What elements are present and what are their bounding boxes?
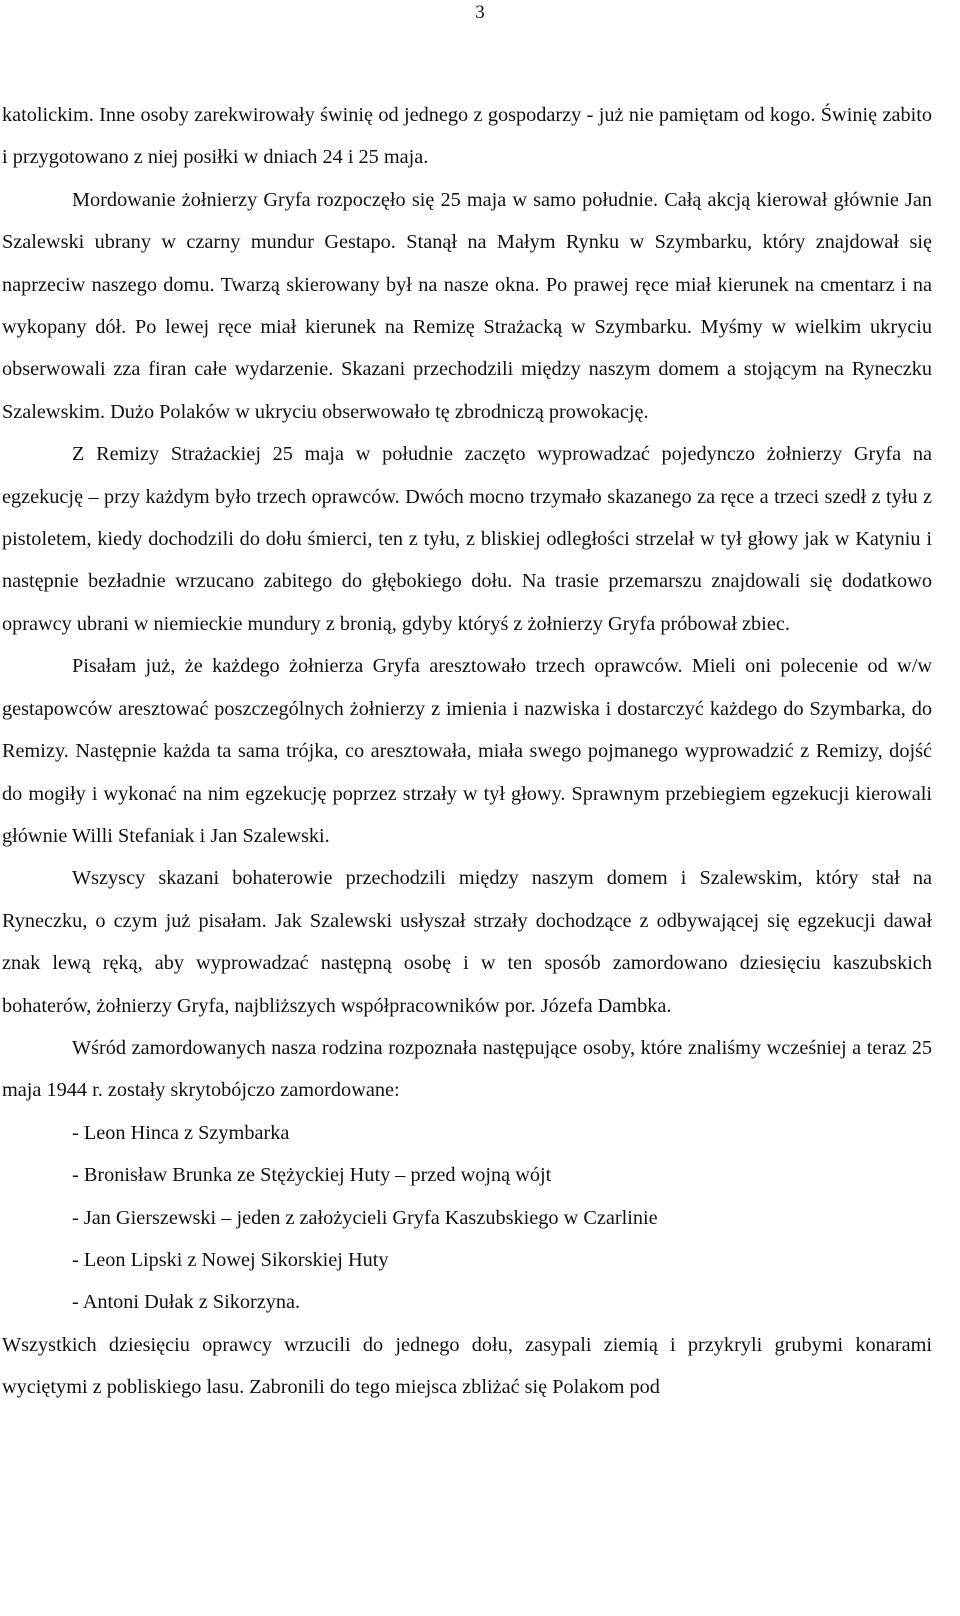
victims-list [2,1112,932,1324]
paragraph-arrests: Pisałam już, że każdego żołnierza Gryfa aresztowało trzech oprawców. Mieli oni polecenie od w/w gestapowców aresztować poszczególnych żołnierzy z imienia i nazwiska i dostarczyć każdego do Szymbarka, do Remizy. Następnie każda ta sama trójka, co aresztowała, miała swego pojmanego wyprowadzić z Remizy, dojść do mogiły i wykonać na nim egzekucję poprzez strzały w tył głowy. Sprawnym przebiegiem egzekucji kierowali głównie Willi Stefaniak i Jan Szalewski. [2,655,932,847]
list-item: - Bronisław Brunka ze Stężyckiej Huty – przed wojną wójt [72,1164,552,1187]
paragraph-continued: katolickim. Inne osoby zarekwirowały świnię od jednego z gospodarzy - już nie pamiętam od kogo. Świnię zabito i przygotowano z niej posiłki w dniach 24 i 25 maja. [2,104,932,169]
list-item: - Antoni Dułak z Sikorzyna. [72,1291,301,1314]
page-number: 3 [475,2,485,23]
list-item: - Leon Lipski z Nowej Sikorskiej Huty [72,1248,389,1271]
paragraph-execution-start: Mordowanie żołnierzy Gryfa rozpoczęło się 25 maja w samo południe. Całą akcją kierował głównie Jan Szalewski ubrany w czarny mundur Gestapo. Stanął na Małym Rynku w Szymbarku, który znajdował się naprzeciw naszego domu. Twarzą skierowany był na nasze okna. Po prawej ręce miał kierunek na cmentarz i na wykopany dół. Po lewej ręce miał kierunek na Remizę Strażacką w Szymbarku. Myśmy w wielkim ukryciu obserwowali zza firan całe wydarzenie. Skazani przechodzili między naszym domem a stojącym na Ryneczku Szalewskim. Dużo Polaków w ukryciu obserwowało tę zbrodniczą prowokację. [2,188,932,423]
list-item: - Jan Gierszewski – jeden z założycieli Gryfa Kaszubskiego w Czarlinie [72,1206,658,1229]
paragraph-execution-method: Z Remizy Strażackiej 25 maja w południe zaczęto wyprowadzać pojedynczo żołnierzy Gryfa na egzekucję – przy każdym było trzech oprawców. Dwóch mocno trzymało skazanego za ręce a trzeci szedł z tyłu z pistoletem, kiedy dochodzili do dołu śmierci, ten z tyłu, z bliskiej odległości strzelał w tył głowy jak w Katyniu i następnie bezładnie wrzucano zabitego do głębokiego dołu. Na trasie przemarszu znajdowali się dodatkowo oprawcy ubrani w niemieckie mundury z bronią, gdyby któryś z żołnierzy Gryfa próbował zbiec. [2,443,932,635]
paragraph-burial: Wszystkich dziesięciu oprawcy wrzucili do jednego dołu, zasypali ziemią i przykryli grubymi konarami wyciętymi z pobliskiego lasu. Zabronili do tego miejsca zbliżać się Polakom pod [2,1333,932,1399]
document-body [2,94,932,1409]
paragraph-victims-intro: Wśród zamordowanych nasza rodzina rozpoznała następujące osoby, które znaliśmy wcześniej a teraz 25 maja 1944 r. zostały skrytobójczo zamordowane: [2,1036,932,1102]
paragraph-condemned: Wszyscy skazani bohaterowie przechodzili między naszym domem i Szalewskim, który stał na Ryneczku, o czym już pisałam. Jak Szalewski usłyszał strzały dochodzące z odbywającej się egzekucji dawał znak lewą ręką, aby wyprowadzać następną osobę i w ten sposób zamordowano dziesięciu kaszubskich bohaterów, żołnierzy Gryfa, najbliższych współpracowników por. Józefa Dambka. [2,867,932,1017]
list-item: - Leon Hinca z Szymbarka [72,1121,290,1144]
